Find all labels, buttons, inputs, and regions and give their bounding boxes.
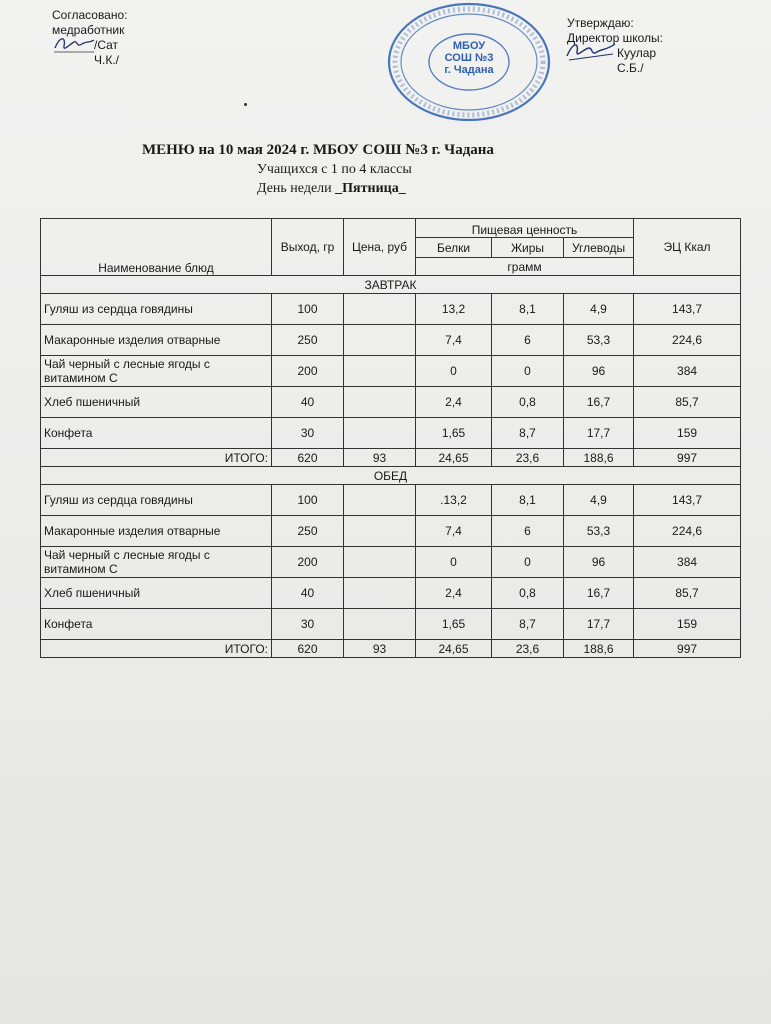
table-row <box>41 547 741 578</box>
cell-name: Чай черный с лесные ягоды с витамином С <box>41 356 272 387</box>
total-label: ИТОГО: <box>41 449 272 467</box>
cell-kcal: 159 <box>634 418 741 449</box>
weekday-value: _Пятница_ <box>335 181 406 196</box>
cell-kcal: 224,6 <box>634 516 741 547</box>
cell-kcal: 384 <box>634 356 741 387</box>
approval-left-signature-line <box>52 38 128 67</box>
cell-protein: 7,4 <box>416 325 492 356</box>
header-fat: Жиры <box>492 238 564 258</box>
cell-name: Макаронные изделия отварные <box>41 325 272 356</box>
cell-kcal: 85,7 <box>634 387 741 418</box>
cell-protein: 2,4 <box>416 578 492 609</box>
cell-fat: 6 <box>492 516 564 547</box>
cell-price <box>344 294 416 325</box>
total-kcal: 997 <box>634 449 741 467</box>
cell-yield: 200 <box>272 356 344 387</box>
cell-carbs: 17,7 <box>564 609 634 640</box>
cell-name: Хлеб пшеничный <box>41 387 272 418</box>
cell-protein: 7,4 <box>416 516 492 547</box>
total-carbs: 188,6 <box>564 640 634 658</box>
stamp-line-1: МБОУ <box>452 40 486 52</box>
section-row <box>41 467 741 485</box>
stamp-text <box>439 40 499 76</box>
table-row <box>41 578 741 609</box>
stamp-line-3: г. Чадана <box>444 64 494 76</box>
cell-carbs: 16,7 <box>564 387 634 418</box>
cell-price <box>344 578 416 609</box>
cell-protein: 0 <box>416 356 492 387</box>
cell-carbs: 96 <box>564 356 634 387</box>
total-protein: 24,65 <box>416 449 492 467</box>
total-label: ИТОГО: <box>41 640 272 658</box>
students-line: Учащихся с 1 по 4 классы <box>257 162 412 177</box>
table-row <box>41 325 741 356</box>
header-protein: Белки <box>416 238 492 258</box>
page-title: МЕНЮ на 10 мая 2024 г. МБОУ СОШ №3 г. Чадана <box>142 142 494 158</box>
cell-protein: 1,65 <box>416 609 492 640</box>
total-price: 93 <box>344 449 416 467</box>
total-price: 93 <box>344 640 416 658</box>
approval-right-role: Директор школы: <box>567 31 663 45</box>
approval-right-label: Утверждаю: <box>567 16 634 30</box>
total-row <box>41 640 741 658</box>
cell-fat: 8,7 <box>492 609 564 640</box>
cell-carbs: 53,3 <box>564 325 634 356</box>
cell-price <box>344 325 416 356</box>
cell-carbs: 4,9 <box>564 485 634 516</box>
school-stamp <box>384 0 554 125</box>
header-nutrition: Пищевая ценность <box>416 219 634 238</box>
cell-name: Гуляш из сердца говядины <box>41 294 272 325</box>
cell-name: Макаронные изделия отварные <box>41 516 272 547</box>
cell-price <box>344 418 416 449</box>
approval-left-name: /Сат Ч.К./ <box>94 38 119 67</box>
total-fat: 23,6 <box>492 640 564 658</box>
cell-kcal: 159 <box>634 609 741 640</box>
cell-name: Конфета <box>41 609 272 640</box>
header-carbs: Углеводы <box>564 238 634 258</box>
cell-protein: 2,4 <box>416 387 492 418</box>
cell-price <box>344 547 416 578</box>
cell-protein: 13,2 <box>416 294 492 325</box>
cell-fat: 8,7 <box>492 418 564 449</box>
cell-fat: 0 <box>492 356 564 387</box>
cell-yield: 200 <box>272 547 344 578</box>
cell-name: Конфета <box>41 418 272 449</box>
header-yield: Выход, гр <box>272 219 344 276</box>
approval-right <box>567 16 663 75</box>
stamp-line-2: СОШ №3 <box>444 52 494 64</box>
cell-price <box>344 485 416 516</box>
cell-yield: 250 <box>272 516 344 547</box>
cell-name: Чай черный с лесные ягоды с витамином С <box>41 547 272 578</box>
header-energy: ЭЦ Ккал <box>634 219 741 276</box>
cell-protein: 0 <box>416 547 492 578</box>
cell-yield: 30 <box>272 418 344 449</box>
cell-yield: 40 <box>272 387 344 418</box>
cell-name: Хлеб пшеничный <box>41 578 272 609</box>
cell-carbs: 96 <box>564 547 634 578</box>
cell-fat: 8,1 <box>492 294 564 325</box>
cell-price <box>344 609 416 640</box>
cell-kcal: 143,7 <box>634 294 741 325</box>
approval-left-role: медработник <box>52 23 125 37</box>
section-title: ОБЕД <box>41 467 741 485</box>
table-row <box>41 609 741 640</box>
cell-yield: 30 <box>272 609 344 640</box>
cell-carbs: 4,9 <box>564 294 634 325</box>
total-carbs: 188,6 <box>564 449 634 467</box>
table-row <box>41 516 741 547</box>
total-yield: 620 <box>272 449 344 467</box>
header-name: Наименование блюд <box>41 219 272 276</box>
cell-kcal: 224,6 <box>634 325 741 356</box>
cell-kcal: 85,7 <box>634 578 741 609</box>
ink-dot <box>244 103 247 106</box>
cell-yield: 250 <box>272 325 344 356</box>
cell-yield: 100 <box>272 485 344 516</box>
cell-yield: 100 <box>272 294 344 325</box>
approval-left-label: Согласовано: <box>52 8 128 22</box>
cell-protein: 1,65 <box>416 418 492 449</box>
section-title: ЗАВТРАК <box>41 276 741 294</box>
total-kcal: 997 <box>634 640 741 658</box>
table-row <box>41 387 741 418</box>
cell-price <box>344 356 416 387</box>
header-price: Цена, руб <box>344 219 416 276</box>
total-row <box>41 449 741 467</box>
approval-right-signature-line <box>567 46 663 75</box>
menu-table <box>40 218 741 658</box>
signature-left-icon <box>52 34 96 56</box>
cell-fat: 8,1 <box>492 485 564 516</box>
approval-right-name: Куулар С.Б./ <box>617 46 657 75</box>
section-row <box>41 276 741 294</box>
cell-protein: .13,2 <box>416 485 492 516</box>
weekday-label: День недели <box>257 181 336 196</box>
cell-fat: 0,8 <box>492 578 564 609</box>
table-row <box>41 356 741 387</box>
total-protein: 24,65 <box>416 640 492 658</box>
cell-price <box>344 387 416 418</box>
cell-price <box>344 516 416 547</box>
cell-fat: 0,8 <box>492 387 564 418</box>
total-yield: 620 <box>272 640 344 658</box>
total-fat: 23,6 <box>492 449 564 467</box>
cell-carbs: 53,3 <box>564 516 634 547</box>
signature-right-icon <box>563 36 619 64</box>
table-row <box>41 294 741 325</box>
cell-kcal: 143,7 <box>634 485 741 516</box>
cell-fat: 6 <box>492 325 564 356</box>
approval-left <box>52 8 128 67</box>
cell-kcal: 384 <box>634 547 741 578</box>
cell-fat: 0 <box>492 547 564 578</box>
cell-name: Гуляш из сердца говядины <box>41 485 272 516</box>
cell-yield: 40 <box>272 578 344 609</box>
cell-carbs: 16,7 <box>564 578 634 609</box>
table-row <box>41 418 741 449</box>
cell-carbs: 17,7 <box>564 418 634 449</box>
table-row <box>41 485 741 516</box>
header-unit: грамм <box>416 258 634 276</box>
weekday-line <box>257 181 406 197</box>
